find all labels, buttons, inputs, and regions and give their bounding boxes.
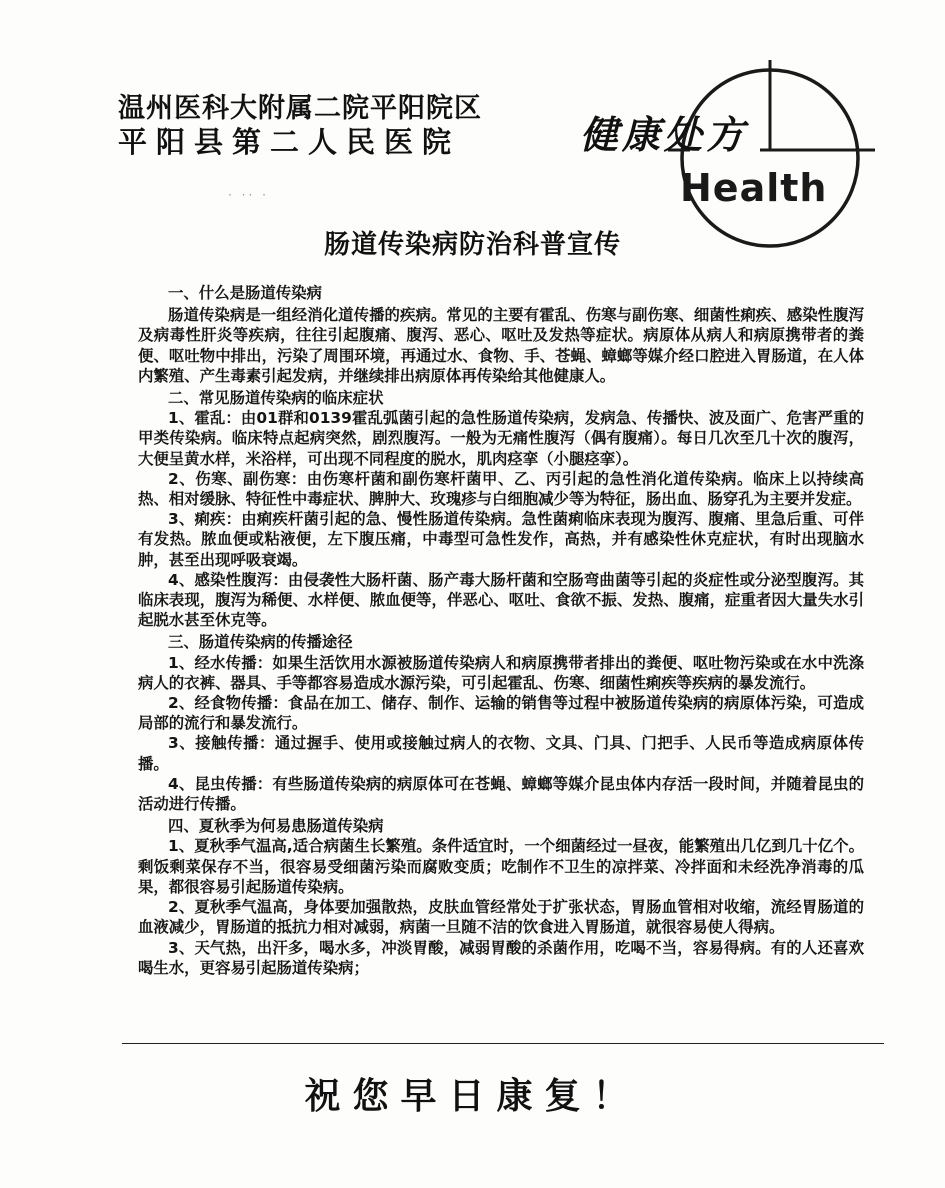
section-4-paragraph-3: 3、天气热，出汗多，喝水多，冲淡胃酸，减弱胃酸的杀菌作用，吃喝不当，容易得病。有的人还喜欢喝生水，更容易引起肠道传染病； — [138, 938, 864, 977]
section-2-paragraph-4: 4、感染性腹泻：由侵袭性大肠杆菌、肠产毒大肠杆菌和空肠弯曲菌等引起的炎症性或分泌型腹泻。其临床表现，腹泻为稀便、水样便、脓血便等，伴恶心、呕吐、食欲不振、发热、腹痛，症重者因大量失水引起脱水甚至休克等。 — [138, 570, 864, 630]
section-heading-3: 三、肠道传染病的传播途径 — [168, 633, 353, 652]
document-body — [138, 281, 864, 978]
section-3-paragraph-4: 4、昆虫传播：有些肠道传染病的病原体可在苍蝇、蟑螂等媒介昆虫体内存活一段时间，并随着昆虫的活动进行传播。 — [138, 774, 864, 814]
health-english-label: Health — [680, 166, 828, 210]
section-heading-1: 一、什么是肠道传染病 — [168, 284, 322, 302]
document-title: 肠道传染病防治科普宣传 — [323, 230, 621, 260]
section-heading-4: 四、夏秋季为何易患肠道传染病 — [168, 817, 384, 836]
section-3-paragraph-1: 1、经水传播：如果生活饮用水源被肠道传染病人和病原携带者排出的粪便、呕吐物污染或在水中洗涤病人的衣裤、器具、手等都容易造成水源污染，可引起霍乱、伤寒、细菌性痢疾等疾病的暴发流行。 — [138, 653, 864, 692]
section-2-paragraph-2: 2、伤寒、副伤寒：由伤寒杆菌和副伤寒杆菌甲、乙、丙引起的急性消化道传染病。临床上以持续高热、相对缓脉、特征性中毒症状、脾肿大、玫瑰疹与白细胞减少等为特征，肠出血、肠穿孔为主要并发症。 — [138, 469, 864, 509]
hospital-name-line-2: 平阳县第二人民医院 — [118, 125, 461, 159]
scan-smudge-mark: · ·· · — [228, 188, 269, 202]
health-prescription-title: 健康处方 — [580, 112, 749, 157]
footer-divider — [122, 1043, 884, 1044]
closing-greeting: 祝您早日康复！ — [304, 1075, 641, 1117]
hospital-name-line-1: 温州医科大附属二院平阳院区 — [118, 93, 482, 124]
section-1-paragraph-1: 肠道传染病是一组经消化道传播的疾病。常见的主要有霍乱、伤寒与副伤寒、细菌性痢疾、感染性腹泻及病毒性肝炎等疾病，往往引起腹痛、腹泻、恶心、呕吐及发热等症状。病原体从病人和病原携带者的粪便、呕吐物中排出，污染了周围环境，再通过水、食物、手、苍蝇、蟑螂等媒介经口腔进入胃肠道，在人体内繁殖、产生毒素引起发病，并继续排出病原体再传染给其他健康人。 — [138, 306, 864, 385]
section-4-paragraph-2: 2、夏秋季气温高，身体要加强散热，皮肤血管经常处于扩张状态，胃肠血管相对收缩，流经胃肠道的血液减少，胃肠道的抵抗力相对减弱，病菌一旦随不洁的饮食进入胃肠道，就很容易使人得病。 — [138, 898, 864, 937]
section-2-paragraph-3: 3、痢疾：由痢疾杆菌引起的急、慢性肠道传染病。急性菌痢临床表现为腹泻、腹痛、里急后重、可伴有发热。脓血便或粘液便，左下腹压痛，中毒型可急性发作，高热，并有感染性休克症状，有时出现脑水肿，甚至出现呼吸衰竭。 — [138, 510, 864, 569]
section-2-paragraph-1: 1、霍乱：由01群和0139霍乱弧菌引起的急性肠道传染病，发病急、传播快、波及面广、危害严重的甲类传染病。临床特点起病突然，剧烈腹泻。一般为无痛性腹泻（偶有腹痛）。每日几次至几十次的腹泻，大便呈黄水样，米浴样，可出现不同程度的脱水，肌肉痉挛（小腿痉挛）。 — [138, 409, 864, 468]
section-3-paragraph-3: 3、接触传播：通过握手、使用或接触过病人的衣物、文具、门具、门把手、人民币等造成病原体传播。 — [138, 734, 864, 773]
section-3-paragraph-2: 2、经食物传播：食品在加工、储存、制作、运输的销售等过程中被肠道传染病的病原体污染，可造成局部的流行和暴发流行。 — [138, 694, 864, 733]
section-heading-2: 二、常见肠道传染病的临床症状 — [168, 389, 384, 408]
section-4-paragraph-1: 1、夏秋季气温高,适合病菌生长繁殖。条件适宜时，一个细菌经过一昼夜，能繁殖出几亿到几十亿个。剩饭剩菜保存不当，很容易受细菌污染而腐败变质；吃制作不卫生的凉拌菜、冷拌面和未经洗净消毒的瓜果，都很容易引起肠道传染病。 — [138, 837, 864, 896]
